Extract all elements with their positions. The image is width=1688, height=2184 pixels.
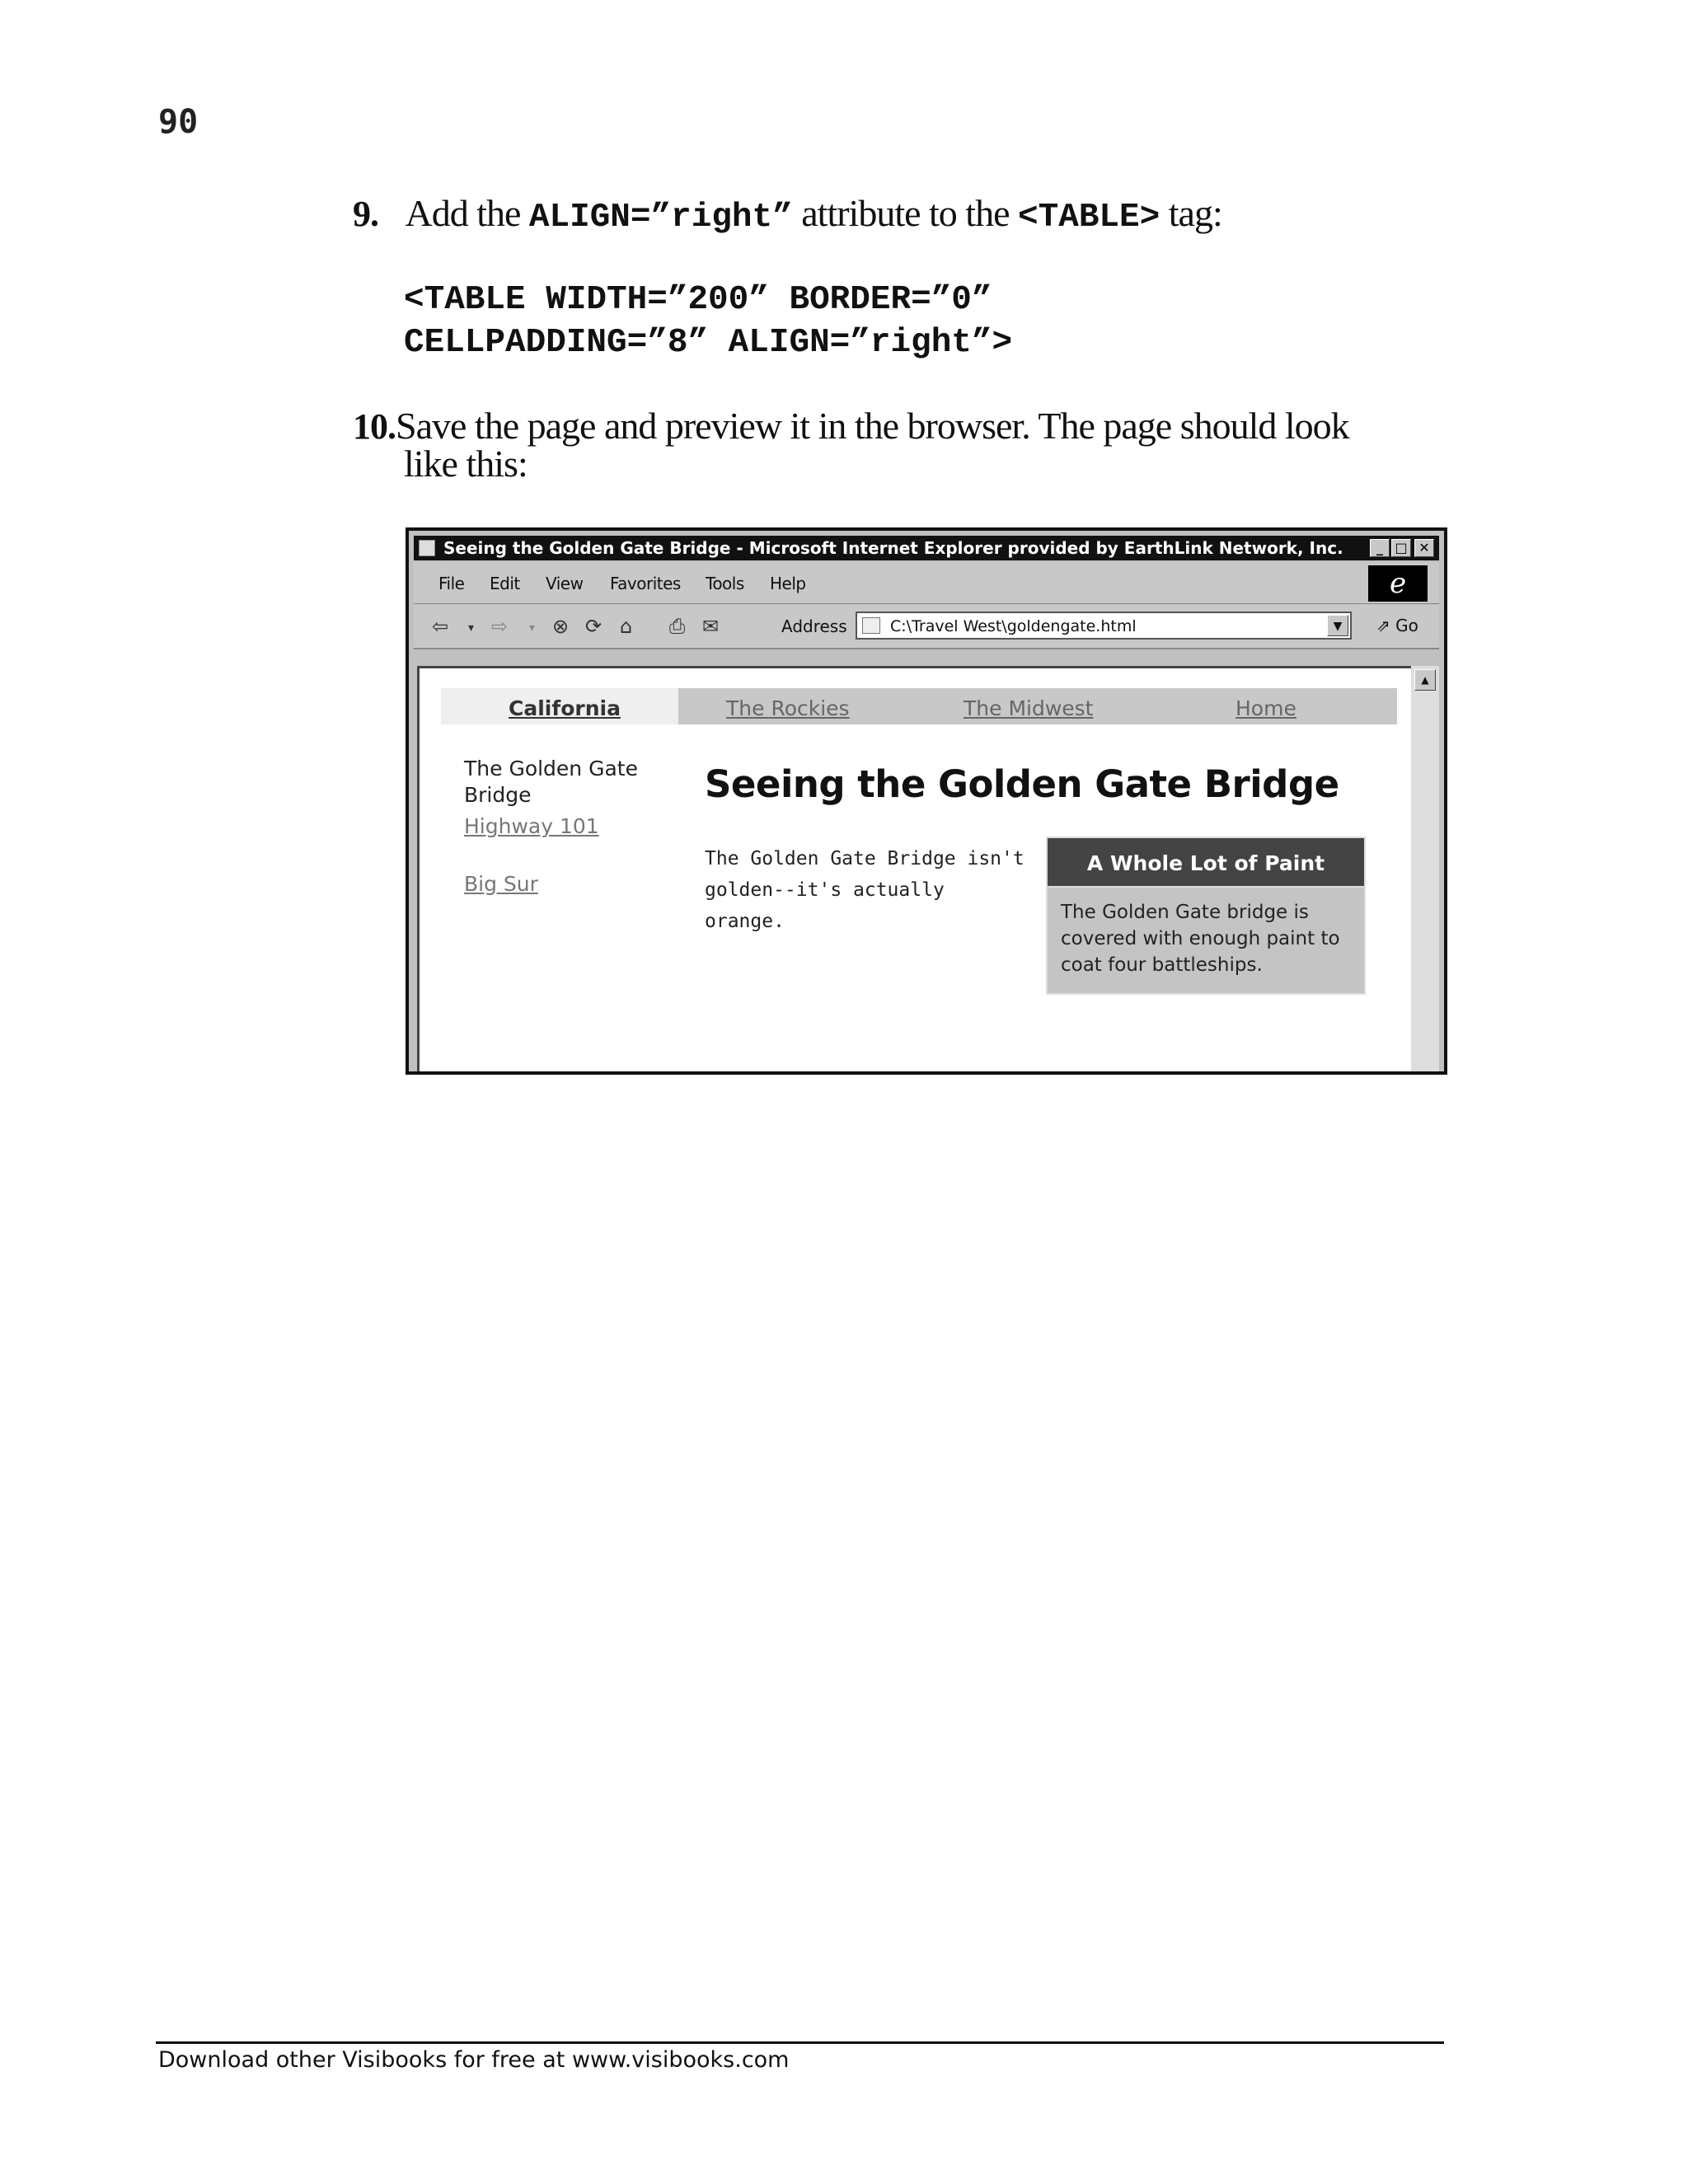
step-9-code-align: ALIGN=”right” (528, 199, 793, 237)
sidebar-highway-101[interactable]: Highway 101 (464, 814, 599, 838)
step-9-text-after: tag: (1160, 192, 1222, 234)
address-label: Address (781, 616, 847, 636)
page-viewport (417, 666, 1411, 1073)
code-line-1: <TABLE WIDTH=”200” BORDER=”0” (404, 281, 992, 319)
footer-text: Download other Visibooks for free at www.visibooks.com (158, 2047, 790, 2073)
page-icon (862, 617, 880, 634)
address-dropdown-icon[interactable]: ▼ (1327, 615, 1348, 636)
vertical-scrollbar[interactable] (1411, 666, 1439, 1073)
sidebar-box-title: A Whole Lot of Paint (1046, 837, 1366, 888)
address-bar[interactable] (856, 612, 1352, 640)
close-icon[interactable]: ✕ (1414, 539, 1434, 557)
step-10-line-2: like this: (404, 443, 528, 485)
menu-tools[interactable]: Tools (706, 574, 744, 593)
menu-bar (414, 562, 1439, 604)
nav-the-rockies[interactable]: The Rockies (726, 696, 850, 720)
maximize-icon[interactable]: □ (1391, 539, 1411, 557)
nav-home[interactable]: Home (1236, 696, 1296, 720)
scroll-up-icon[interactable]: ▲ (1414, 669, 1436, 691)
print-icon[interactable]: ⎙ (669, 615, 686, 638)
step-9-number: 9. (353, 194, 378, 234)
menu-favorites[interactable]: Favorites (610, 574, 681, 593)
refresh-icon[interactable]: ⟳ (585, 615, 603, 638)
minimize-icon[interactable]: _ (1370, 539, 1390, 557)
forward-icon[interactable]: ⇨ (491, 615, 509, 638)
go-label: Go (1395, 616, 1418, 635)
step-10-number: 10. (353, 406, 396, 447)
go-button[interactable] (1376, 616, 1418, 635)
footer-rule (156, 2041, 1444, 2044)
address-value: C:\Travel West\goldengate.html (890, 617, 1137, 635)
back-icon[interactable]: ⇦ (432, 615, 449, 638)
window-title: Seeing the Golden Gate Bridge - Microsoft Internet Explorer provided by EarthLink Network, Inc. (443, 538, 1343, 558)
nav-the-midwest[interactable]: The Midwest (964, 696, 1094, 720)
back-dropdown-icon[interactable]: ▾ (468, 621, 475, 635)
sidebar-golden-gate: The Golden Gate Bridge (464, 757, 638, 807)
sidebar-big-sur[interactable]: Big Sur (464, 872, 538, 896)
menu-view[interactable]: View (546, 574, 584, 593)
mail-icon[interactable]: ✉ (702, 615, 720, 638)
step-9-text-before: Add the (405, 192, 529, 234)
menu-help[interactable]: Help (770, 574, 806, 593)
page-heading: Seeing the Golden Gate Bridge (705, 762, 1339, 806)
title-bar (414, 536, 1439, 560)
step-9-text-middle: attribute to the (792, 192, 1019, 234)
ie-logo-icon: e (1368, 565, 1428, 602)
menu-edit[interactable]: Edit (490, 574, 520, 593)
home-icon[interactable]: ⌂ (620, 615, 633, 638)
go-arrow-icon: ⇗ (1376, 616, 1390, 635)
forward-dropdown-icon[interactable]: ▾ (529, 621, 536, 635)
sidebar-box-text: The Golden Gate bridge is covered with enough paint to coat four battleships. (1046, 888, 1366, 995)
page-number: 90 (158, 103, 199, 141)
code-line-2: CELLPADDING=”8” ALIGN=”right”> (404, 324, 1013, 362)
menu-file[interactable]: File (438, 574, 465, 593)
step-10-line-1: Save the page and preview it in the browser. The page should look (396, 405, 1349, 447)
body-text: The Golden Gate Bridge isn't golden--it's actually orange. (705, 848, 1025, 932)
nav-california[interactable]: California (509, 696, 621, 720)
ie-window-icon (419, 540, 435, 556)
step-9 (353, 194, 1222, 237)
step-10 (353, 407, 1349, 446)
stop-icon[interactable]: ⊗ (552, 615, 570, 638)
toolbar (414, 605, 1439, 649)
step-9-code-table: <TABLE> (1018, 199, 1160, 237)
browser-screenshot (406, 527, 1447, 1075)
